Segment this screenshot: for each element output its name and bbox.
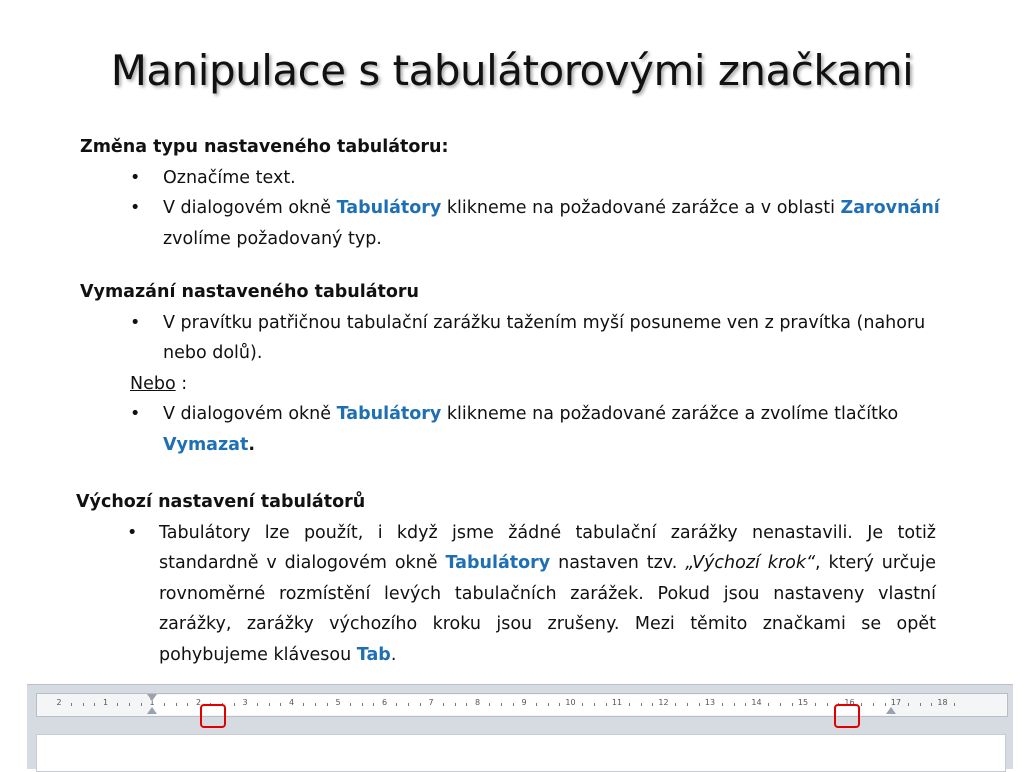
- ruler-tick: [931, 703, 932, 706]
- ruler-tick: [908, 703, 909, 706]
- bullet-item: [76, 518, 936, 671]
- ruler-tick: [443, 703, 444, 706]
- ruler-tick: [582, 703, 583, 706]
- or-word: Nebo: [130, 373, 176, 394]
- ruler-tick: [768, 703, 769, 706]
- ruler-number: 6: [381, 698, 388, 707]
- ruler-tick: [699, 703, 700, 706]
- ruler-tick: [455, 703, 456, 706]
- ruler-tick: [722, 703, 723, 706]
- ruler-tick: [745, 703, 746, 706]
- bullet-item: [80, 163, 960, 194]
- bullet-item: [80, 399, 960, 460]
- dialog-name-tabulatory: Tabulátory: [336, 198, 442, 218]
- hanging-indent-marker-icon[interactable]: [147, 707, 157, 714]
- ruler-tick: [373, 703, 374, 706]
- ruler-number: 15: [797, 698, 809, 707]
- ruler-tick: [815, 703, 816, 706]
- ruler-number: 1: [149, 698, 155, 707]
- ruler-tick: [536, 703, 537, 706]
- ruler-tick: [687, 703, 688, 706]
- ruler-tick: [513, 703, 514, 706]
- ruler-tick: [792, 703, 793, 706]
- ruler-tick: [141, 703, 142, 706]
- ruler-number: 14: [751, 698, 762, 707]
- ruler-tick: [315, 703, 316, 706]
- bullet-text: , který určuje rovnoměrné rozmístění levých tabulačních zarážek. Pokud jsou nastaveny vlastní zarážky, zarážky výchozího kroku jsou zrušeny. Mezi těmito značkami se opět pohybujeme klávesou: [159, 553, 937, 665]
- section-heading: Výchozí nastavení tabulátorů: [76, 492, 366, 512]
- right-indent-marker-icon[interactable]: [886, 707, 896, 714]
- ruler-number: 2: [195, 698, 202, 707]
- slide-title: Manipulace s tabulátorovými značkami: [110, 46, 914, 95]
- tab-stop-highlight: [834, 704, 860, 728]
- ruler-tick: [548, 703, 549, 706]
- bullet-item: [80, 193, 960, 254]
- ruler-tick: [129, 703, 130, 706]
- ruler-tick: [675, 703, 676, 706]
- ruler-tick: [327, 703, 328, 706]
- ruler-number: 1: [102, 698, 109, 707]
- ruler-number: 12: [658, 698, 669, 707]
- bullet-text: V pravítku patřičnou tabulační zarážku tažením myší posuneme ven z pravítka (nahoru nebo dolů).: [163, 312, 926, 363]
- ruler-tick: [594, 703, 595, 706]
- ruler-tick: [396, 703, 397, 706]
- ruler-tick: [827, 703, 828, 706]
- ruler-tick: [234, 703, 235, 706]
- bullet-text: klikneme na požadované zarážce a v oblasti: [441, 198, 841, 218]
- ruler-tick: [489, 703, 490, 706]
- bullet-item: [80, 308, 960, 369]
- or-colon: :: [175, 373, 188, 394]
- ruler-number: 5: [335, 698, 341, 707]
- ruler-tick: [187, 703, 188, 706]
- ruler-tick: [652, 703, 653, 706]
- ruler-number: 10: [565, 698, 576, 707]
- ruler-tick: [501, 703, 502, 706]
- ruler-tick: [83, 703, 84, 706]
- ruler-number: 2: [56, 698, 62, 707]
- bullet-text: V dialogovém okně: [163, 404, 337, 424]
- ruler-number: 9: [521, 698, 527, 707]
- ruler-tick: [303, 703, 304, 706]
- bullet-text: zvolíme požadovaný typ.: [163, 228, 382, 249]
- ruler-number: 7: [428, 698, 434, 707]
- ruler-tick: [559, 703, 560, 706]
- ruler-number: 13: [704, 698, 716, 707]
- indent-marker-icon[interactable]: [147, 694, 157, 701]
- button-name-vymazat: Vymazat: [163, 434, 249, 455]
- key-name-tab: Tab: [356, 644, 391, 665]
- ruler-tick: [269, 703, 270, 706]
- ruler-tick: [280, 703, 281, 706]
- bullet-text: Označíme text.: [163, 167, 296, 188]
- term-default-step: „Výchozí krok“: [685, 553, 816, 573]
- ruler-number: 11: [611, 698, 623, 707]
- section-delete-tab: [80, 277, 960, 460]
- ruler-tick: [873, 703, 874, 706]
- ruler-tick: [466, 703, 467, 706]
- ruler-tick: [641, 703, 642, 706]
- ruler-tick: [176, 703, 177, 706]
- word-ruler-screenshot: [27, 684, 1013, 769]
- ruler-number: 3: [242, 698, 248, 707]
- ruler-tick: [350, 703, 351, 706]
- ruler-tick: [606, 703, 607, 706]
- ruler-number: 17: [890, 698, 902, 707]
- dialog-name-tabulatory: Tabulátory: [445, 553, 551, 573]
- ruler-tick: [629, 703, 630, 706]
- ruler-tick: [920, 703, 921, 706]
- bullet-text: Tabulátory lze použít, i když jsme žádné tabulační zarážky nenastavili. Je totiž standardně v dialogovém okně: [159, 522, 936, 573]
- ruler-tick: [408, 703, 409, 706]
- ruler-number: 4: [288, 698, 295, 707]
- ruler-tick: [420, 703, 421, 706]
- or-label: [80, 369, 960, 400]
- ruler-number: 16: [844, 698, 855, 707]
- ruler-tick: [362, 703, 363, 706]
- bullet-text: nastaven tzv.: [550, 553, 686, 573]
- section-default-tabs: [76, 487, 936, 670]
- group-name-zarovnani: Zarovnání: [840, 198, 940, 218]
- section-heading: Změna typu nastaveného tabulátoru:: [80, 137, 449, 157]
- ruler-tick: [164, 703, 165, 706]
- section-change-tab-type: [80, 132, 960, 254]
- ruler-number: 18: [937, 698, 948, 707]
- bullet-text: V dialogovém okně: [163, 198, 337, 218]
- ruler-tick: [94, 703, 95, 706]
- bullet-text: .: [248, 434, 256, 455]
- ruler-tick: [734, 703, 735, 706]
- ruler-tick: [861, 703, 862, 706]
- tab-stop-highlight: [200, 704, 226, 728]
- dialog-name-tabulatory: Tabulátory: [336, 404, 442, 424]
- ruler-number: 8: [474, 698, 481, 707]
- bullet-text: klikneme na požadované zarážce a zvolíme tlačítko: [441, 404, 899, 424]
- section-heading: Vymazání nastaveného tabulátoru: [80, 282, 420, 302]
- document-page: [36, 734, 1006, 772]
- ruler-tick: [257, 703, 258, 706]
- ruler-tick: [954, 703, 955, 706]
- horizontal-ruler[interactable]: [36, 693, 1008, 717]
- bullet-text: .: [390, 644, 397, 665]
- ruler-tick: [71, 703, 72, 706]
- ruler-tick: [117, 703, 118, 706]
- ruler-tick: [780, 703, 781, 706]
- ruler-tick: [885, 703, 886, 706]
